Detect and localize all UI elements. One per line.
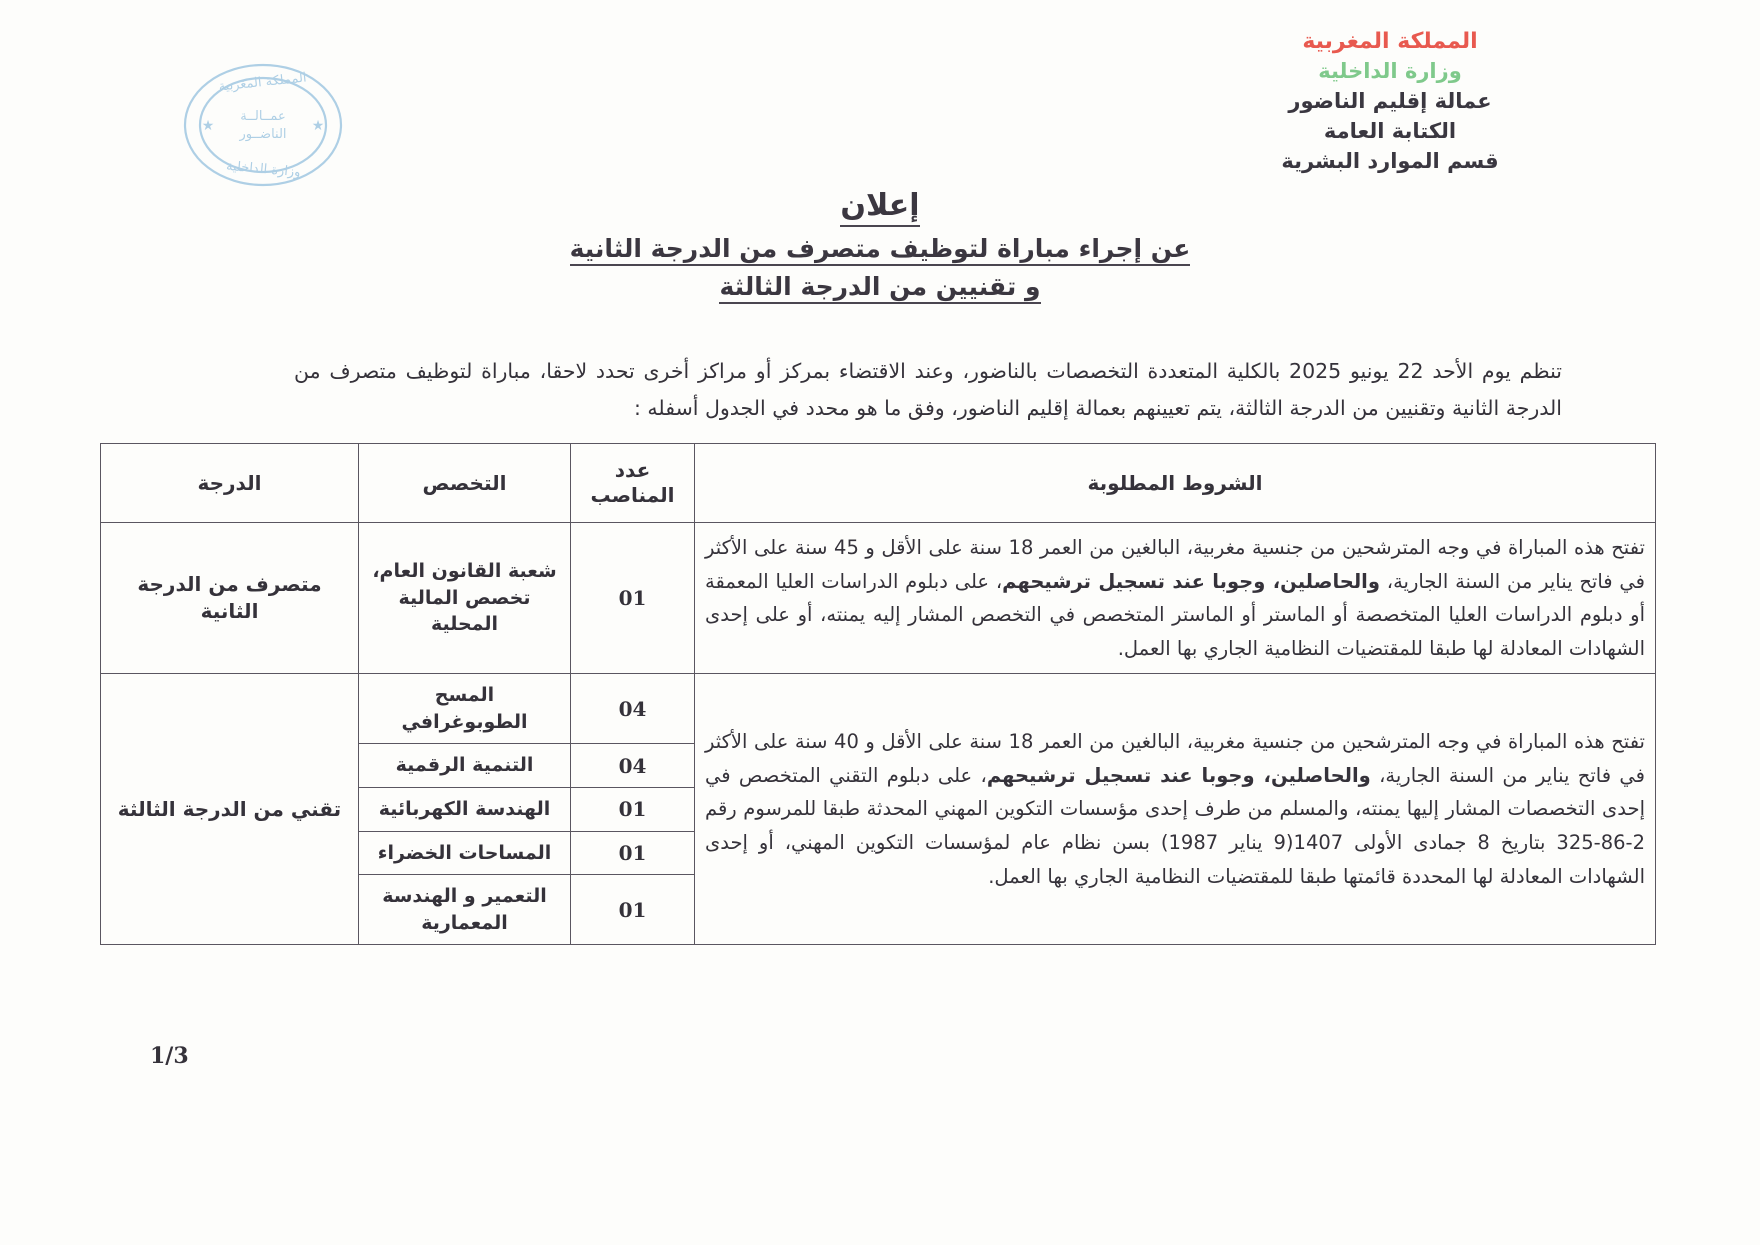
svg-text:★: ★ (311, 118, 325, 134)
table-row (101, 523, 1656, 674)
title-block (0, 188, 1760, 310)
cell-specialty: التعمير و الهندسة المعمارية (359, 875, 571, 945)
table-header-row (101, 444, 1656, 523)
svg-text:وزارة الداخلية: وزارة الداخلية (225, 158, 302, 181)
official-stamp-icon (180, 58, 348, 190)
cell-specialty: التنمية الرقمية (359, 744, 571, 788)
svg-text:المملكة المغربية: المملكة المغربية (217, 70, 308, 95)
cell-specialty: المسح الطوبوغرافي (359, 674, 571, 744)
column-header-specialty: التخصص (359, 444, 571, 523)
letterhead-line-ministry: وزارة الداخلية (1318, 59, 1462, 84)
letterhead-line-province: عمالة إقليم الناضور (1288, 89, 1492, 114)
positions-table-wrapper (100, 443, 1656, 945)
cell-grade: تقني من الدرجة الثالثة (101, 674, 359, 945)
positions-table (100, 443, 1656, 945)
cell-position-count: 01 (571, 787, 695, 831)
cell-position-count: 01 (571, 523, 695, 674)
cell-position-count: 01 (571, 831, 695, 875)
title-subtitle-1: عن إجراء مباراة لتوظيف متصرف من الدرجة الثانية (570, 234, 1191, 266)
title-subtitle-2: و تقنيين من الدرجة الثالثة (719, 272, 1040, 304)
cell-conditions: تفتح هذه المباراة في وجه المترشحين من جنسية مغربية، البالغين من العمر 18 سنة على الأقل و 40 سنة على الأكثر في فاتح يناير من السنة الجارية، والحاصلين، وجوبا عند تسجيل ترشيحهم، على دبلوم التقني المتخصص في إحدى التخصصات المشار إليها يمنته، والمسلم من طرف إحدى مؤسسات التكوين المهني المحدثة طبقا للمرسوم رقم 2-86-325 بتاريخ 8 جمادى الأولى 1407(9 يناير 1987) بسن نظام عام لمؤسسات التكوين المهني، أو إحدى الشهادات المعادلة لها المحددة قائمتها طبقا للمقتضيات النظامية الجاري بها العمل. (695, 674, 1656, 945)
cell-specialty: المساحات الخضراء (359, 831, 571, 875)
intro-paragraph: تنظم يوم الأحد 22 يونيو 2025 بالكلية المتعددة التخصصات بالناضور، وعند الاقتضاء بمركز أو مراكز أخرى تحدد لاحقا، مباراة لتوظيف متصرف من الدرجة الثانية وتقنيين من الدرجة الثالثة، يتم تعيينهم بعمالة إقليم الناضور، وفق ما هو محدد في الجدول أسفله : (294, 358, 1562, 421)
table-body (101, 523, 1656, 945)
cell-position-count: 04 (571, 744, 695, 788)
svg-text:★: ★ (201, 118, 215, 134)
cell-specialty: الهندسة الكهربائية (359, 787, 571, 831)
letterhead-line-secretariat: الكتابة العامة (1323, 118, 1457, 143)
column-header-conditions: الشروط المطلوبة (695, 444, 1656, 523)
column-header-grade: الدرجة (101, 444, 359, 523)
letterhead-line-hr-division: قسم الموارد البشرية (1281, 148, 1499, 173)
svg-text:الناضــور: الناضــور (239, 127, 287, 142)
cell-position-count: 04 (571, 674, 695, 744)
svg-text:عمــالــة: عمــالــة (240, 109, 286, 124)
column-header-count: عدد المناصب (571, 444, 695, 523)
cell-specialty: شعبة القانون العام، تخصص المالية المحلية (359, 523, 571, 674)
table-row (101, 674, 1656, 744)
cell-position-count: 01 (571, 875, 695, 945)
cell-grade: متصرف من الدرجة الثانية (101, 523, 359, 674)
page-title: إعلان (840, 188, 919, 227)
cell-conditions: تفتح هذه المباراة في وجه المترشحين من جنسية مغربية، البالغين من العمر 18 سنة على الأقل و 45 سنة على الأكثر في فاتح يناير من السنة الجارية، والحاصلين، وجوبا عند تسجيل ترشيحهم، على دبلوم الدراسات العليا المعمقة أو دبلوم الدراسات العليا المتخصصة أو الماستر أو الماستر المتخصص في التخصص المشار إليه يمنته، أو على إحدى الشهادات المعادلة لها طبقا للمقتضيات النظامية الجاري بها العمل. (695, 523, 1656, 674)
letterhead-line-kingdom: المملكة المغربية (1302, 29, 1478, 54)
page-number: 1/3 (150, 1043, 189, 1069)
letterhead (1190, 26, 1590, 176)
